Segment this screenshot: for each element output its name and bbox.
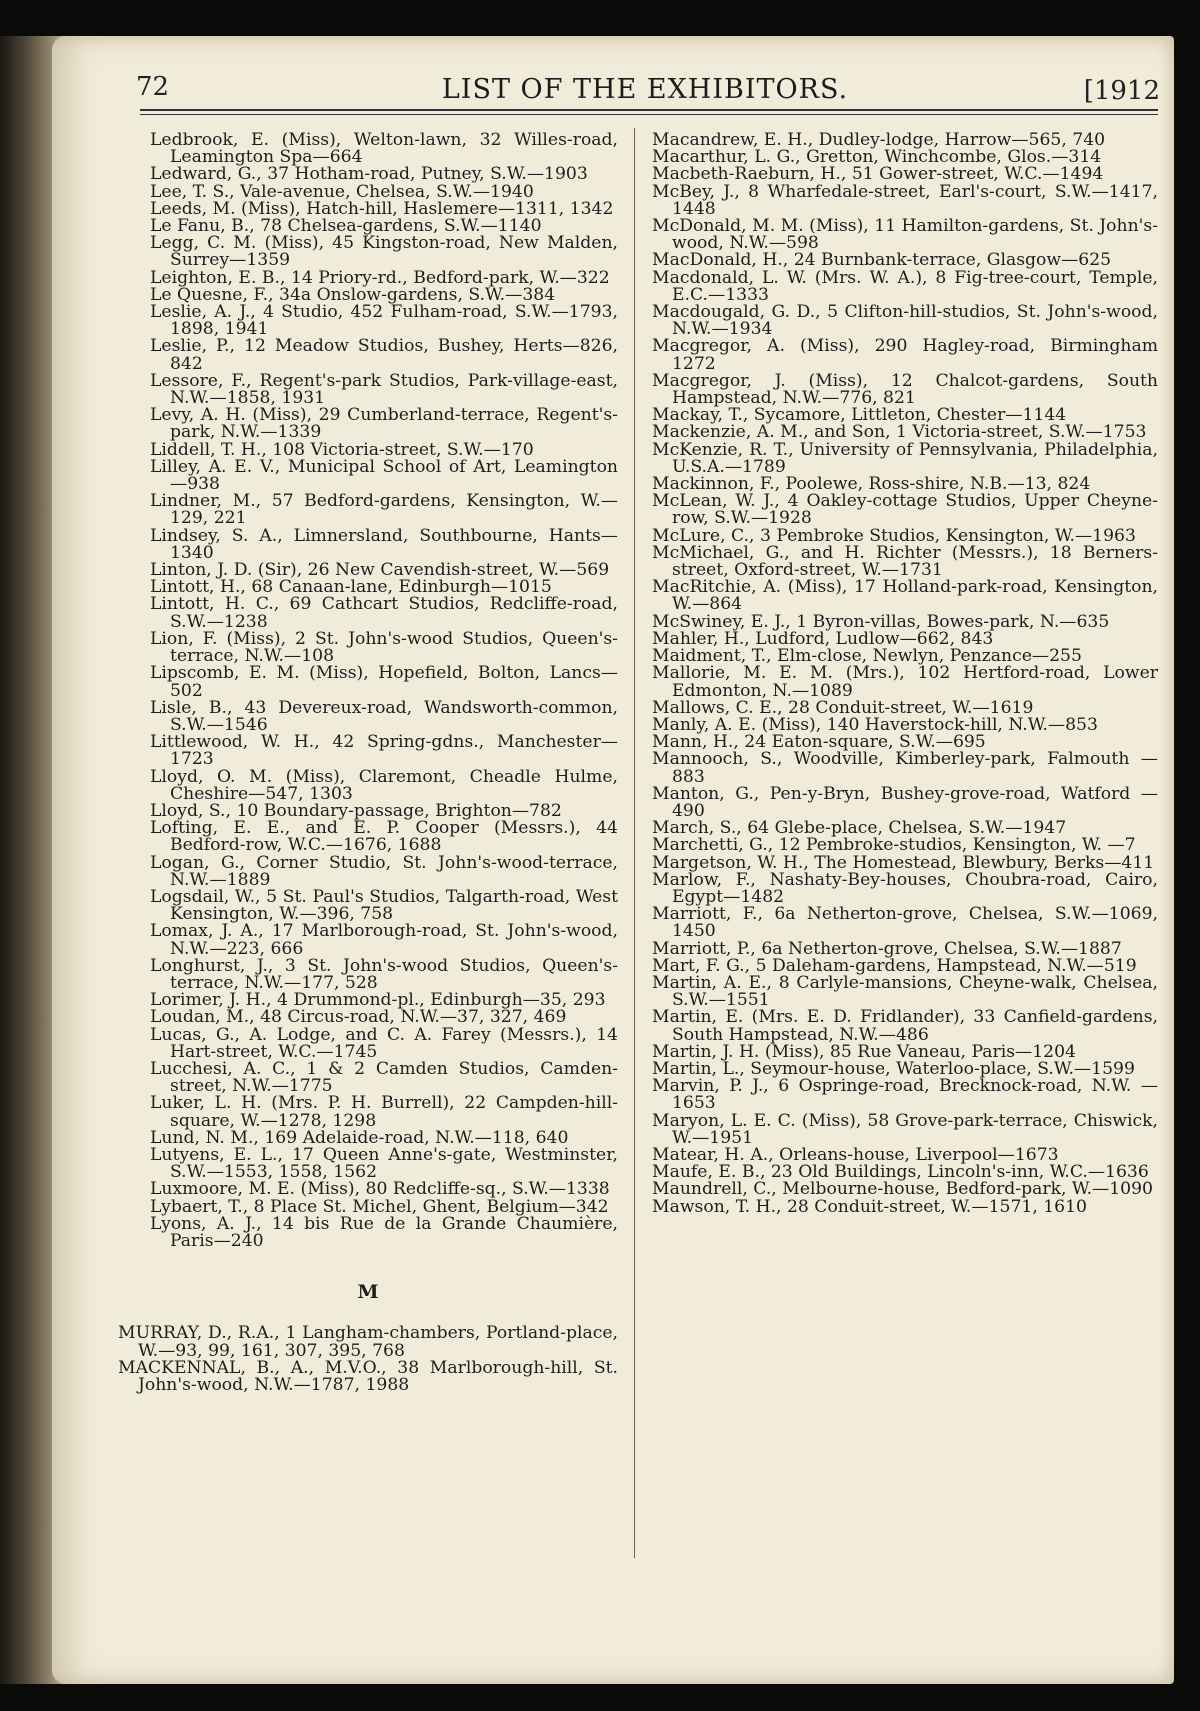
exhibitor-entry: Leslie, P., 12 Meadow Studios, Bushey, Herts—826, 842	[150, 336, 618, 374]
exhibitor-entry: Legg, C. M. (Miss), 45 Kingston-road, New Malden, Surrey—1359	[150, 233, 618, 271]
exhibitor-entry: Liddell, T. H., 108 Victoria-street, S.W.—170	[150, 439, 534, 460]
exhibitor-entry: Leeds, M. (Miss), Hatch-hill, Haslemere—1311, 1342	[150, 198, 614, 219]
exhibitor-entry: McMichael, G., and H. Richter (Messrs.), 18 Berners-street, Oxford-street, W.—1731	[652, 542, 1158, 581]
exhibitor-entry: Martin, J. H. (Miss), 85 Rue Vaneau, Paris—1204	[652, 1041, 1076, 1062]
exhibitor-entry: Lindner, M., 57 Bedford-gardens, Kensington, W.—129, 221	[150, 491, 618, 529]
exhibitor-entry: Margetson, W. H., The Homestead, Blewbury, Berks—411	[652, 852, 1155, 873]
exhibitor-entry: Macbeth-Raeburn, H., 51 Gower-street, W.C.—1494	[652, 164, 1104, 185]
exhibitor-entry: Macandrew, E. H., Dudley-lodge, Harrow—565, 740	[652, 130, 1106, 150]
running-title: LIST OF THE EXHIBITORS.	[441, 74, 849, 105]
exhibitor-entry: Mahler, H., Ludford, Ludlow—662, 843	[652, 628, 994, 649]
page-header	[130, 66, 1160, 110]
exhibitor-entry: Lucchesi, A. C., 1 & 2 Camden Studios, Camden-street, N.W.—1775	[150, 1058, 618, 1097]
exhibitor-entry: Linton, J. D. (Sir), 26 New Cavendish-street, W.—569	[150, 560, 610, 581]
exhibitor-entry: Martin, A. E., 8 Carlyle-mansions, Cheyne-walk, Chelsea, S.W.—1551	[652, 972, 1158, 1011]
exhibitor-entry: Mackenzie, A. M., and Son, 1 Victoria-street, S.W.—1753	[652, 422, 1147, 443]
exhibitor-entry: Luker, L. H. (Mrs. P. H. Burrell), 22 Campden-hill-square, W.—1278, 1298	[150, 1093, 618, 1131]
exhibitor-entry: Levy, A. H. (Miss), 29 Cumberland-terrace, Regent's-park, N.W.—1339	[150, 405, 618, 443]
exhibitor-entry: Mart, F. G., 5 Daleham-gardens, Hampstead, N.W.—519	[652, 955, 1137, 976]
exhibitor-entry: Mawson, T. H., 28 Conduit-street, W.—1571, 1610	[652, 1196, 1087, 1217]
exhibitor-entry: Lucas, G., A. Lodge, and C. A. Farey (Messrs.), 14 Hart-street, W.C.—1745	[150, 1024, 618, 1062]
exhibitor-entry: Longhurst, J., 3 St. John's-wood Studios, Queen's-terrace, N.W.—177, 528	[150, 955, 618, 993]
exhibitor-entry: Lorimer, J. H., 4 Drummond-pl., Edinburgh—35, 293	[150, 990, 606, 1011]
exhibitor-entry: Mallows, C. E., 28 Conduit-street, W.—1619	[652, 697, 1034, 718]
year-label: [1912	[1083, 76, 1160, 106]
exhibitor-entry: Lintott, H. C., 69 Cathcart Studios, Redcliffe-road, S.W.—1238	[150, 594, 618, 632]
page-number: 72	[136, 72, 170, 102]
exhibitor-entry: Mallorie, M. E. M. (Mrs.), 102 Hertford-road, Lower Edmonton, N.—1089	[652, 663, 1158, 701]
exhibitor-entry: Leslie, A. J., 4 Studio, 452 Fulham-road, S.W.—1793, 1898, 1941	[150, 302, 618, 340]
exhibitor-entry: Lee, T. S., Vale-avenue, Chelsea, S.W.—1940	[150, 181, 534, 202]
exhibitor-entry: Maryon, L. E. C. (Miss), 58 Grove-park-terrace, Chiswick, W.—1951	[652, 1110, 1158, 1148]
exhibitor-entry: Mackay, T., Sycamore, Littleton, Chester—1144	[652, 405, 1067, 426]
exhibitor-entry: Mackinnon, F., Poolewe, Ross-shire, N.B.—13, 824	[652, 474, 1091, 495]
header-rule	[140, 109, 1158, 111]
exhibitor-entry: Macdougald, G. D., 5 Clifton-hill-studios, St. John's-wood, N.W.—1934	[652, 302, 1158, 340]
exhibitor-entry: Lipscomb, E. M. (Miss), Hopefield, Bolton, Lancs—502	[150, 663, 618, 701]
exhibitor-entry: Maundrell, C., Melbourne-house, Bedford-park, W.—1090	[652, 1179, 1153, 1200]
exhibitor-entry: MacDonald, H., 24 Burnbank-terrace, Glasgow—625	[652, 250, 1112, 271]
right-column	[652, 132, 1158, 1216]
exhibitor-entry: Marlow, F., Nashaty-Bey-houses, Choubra-road, Cairo, Egypt—1482	[652, 869, 1158, 907]
exhibitor-entry: MACKENNAL, B., A., M.V.O., 38 Marlborough-hill, St. John's-wood, N.W.—1787, 1988	[118, 1357, 618, 1396]
exhibitor-entry: Matear, H. A., Orleans-house, Liverpool—1673	[652, 1144, 1059, 1165]
exhibitor-entry: McDonald, M. M. (Miss), 11 Hamilton-gardens, St. John's-wood, N.W.—598	[652, 216, 1159, 254]
exhibitor-entry: Lintott, H., 68 Canaan-lane, Edinburgh—1015	[150, 577, 552, 598]
exhibitor-entry: Lindsey, S. A., Limnersland, Southbourne, Hants—1340	[150, 525, 618, 563]
exhibitor-entry: Littlewood, W. H., 42 Spring-gdns., Manchester—1723	[150, 732, 618, 770]
exhibitor-entry: Marchetti, G., 12 Pembroke-studios, Kensington, W. —7	[652, 835, 1136, 856]
exhibitor-entry: Marriott, P., 6a Netherton-grove, Chelsea, S.W.—1887	[652, 938, 1122, 959]
exhibitor-entry: McBey, J., 8 Wharfedale-street, Earl's-court, S.W.—1417, 1448	[652, 181, 1158, 219]
exhibitor-entry: Lessore, F., Regent's-park Studios, Park-village-east, N.W.—1858, 1931	[150, 370, 618, 409]
exhibitor-entry: Le Fanu, B., 78 Chelsea-gardens, S.W.—1140	[150, 216, 542, 237]
header-rule-thin	[140, 114, 1158, 115]
exhibitor-entry: Leighton, E. B., 14 Priory-rd., Bedford-park, W.—322	[150, 267, 610, 288]
exhibitor-entry: Macgregor, J. (Miss), 12 Chalcot-gardens, South Hampstead, N.W.—776, 821	[652, 370, 1158, 409]
section-letter: M	[357, 1281, 379, 1304]
exhibitor-entry: Martin, E. (Mrs. E. D. Fridlander), 33 Canfield-gardens, South Hampstead, N.W.—486	[652, 1007, 1158, 1045]
exhibitor-entry: Le Quesne, F., 34a Onslow-gardens, S.W.—384	[150, 284, 556, 305]
exhibitor-entry: Maidment, T., Elm-close, Newlyn, Penzance—255	[652, 646, 1082, 667]
exhibitor-entry: Lund, N. M., 169 Adelaide-road, N.W.—118, 640	[150, 1127, 569, 1148]
exhibitor-entry: MacRitchie, A. (Miss), 17 Holland-park-road, Kensington, W.—864	[652, 577, 1158, 615]
exhibitor-entry: MURRAY, D., R.A., 1 Langham-chambers, Portland-place, W.—93, 99, 161, 307, 395, 768	[118, 1323, 618, 1361]
exhibitor-entry: Lion, F. (Miss), 2 St. John's-wood Studios, Queen's-terrace, N.W.—108	[150, 628, 618, 667]
exhibitor-entry: Lofting, E. E., and E. P. Cooper (Messrs.), 44 Bedford-row, W.C.—1676, 1688	[150, 818, 618, 856]
exhibitor-entry: McLure, C., 3 Pembroke Studios, Kensington, W.—1963	[652, 525, 1136, 546]
column-divider	[634, 128, 635, 1558]
exhibitor-entry: Lyons, A. J., 14 bis Rue de la Grande Chaumière, Paris—240	[150, 1213, 618, 1251]
exhibitor-entry: Ledbrook, E. (Miss), Welton-lawn, 32 Willes-road, Leamington Spa—664	[150, 130, 618, 168]
exhibitor-entry: McKenzie, R. T., University of Pennsylvania, Philadelphia, U.S.A.—1789	[652, 439, 1158, 477]
exhibitor-entry: Maufe, E. B., 23 Old Buildings, Lincoln's-inn, W.C.—1636	[652, 1162, 1149, 1183]
exhibitor-entry: Macdonald, L. W. (Mrs. W. A.), 8 Fig-tree-court, Temple, E.C.—1333	[652, 267, 1158, 305]
exhibitor-entry: Luxmoore, M. E. (Miss), 80 Redcliffe-sq., S.W.—1338	[150, 1179, 610, 1200]
exhibitor-entry: Logan, G., Corner Studio, St. John's-wood-terrace, N.W.—1889	[150, 852, 618, 890]
exhibitor-entry: Lisle, B., 43 Devereux-road, Wandsworth-common, S.W.—1546	[150, 697, 618, 735]
exhibitor-entry: Mann, H., 24 Eaton-square, S.W.—695	[652, 732, 986, 753]
exhibitor-entry: Ledward, G., 37 Hotham-road, Putney, S.W.—1903	[150, 164, 588, 185]
exhibitor-entry: Lomax, J. A., 17 Marlborough-road, St. John's-wood, N.W.—223, 666	[150, 921, 618, 959]
exhibitor-entry: Marriott, F., 6a Netherton-grove, Chelsea, S.W.—1069, 1450	[652, 904, 1158, 942]
exhibitor-entry: Loudan, M., 48 Circus-road, N.W.—37, 327, 469	[150, 1007, 567, 1028]
exhibitor-entry: Lybaert, T., 8 Place St. Michel, Ghent, Belgium—342	[150, 1196, 609, 1217]
exhibitor-entry: Manton, G., Pen-y-Bryn, Bushey-grove-road, Watford —490	[652, 783, 1158, 821]
exhibitor-entry: Lloyd, O. M. (Miss), Claremont, Cheadle Hulme, Cheshire—547, 1303	[150, 766, 618, 804]
exhibitor-entry: Marvin, P. J., 6 Ospringe-road, Brecknock-road, N.W. —1653	[652, 1076, 1158, 1114]
exhibitor-entry: Macgregor, A. (Miss), 290 Hagley-road, Birmingham 1272	[652, 336, 1158, 374]
exhibitor-entry: Macarthur, L. G., Gretton, Winchcombe, Glos.—314	[652, 147, 1102, 168]
exhibitor-entry: Lutyens, E. L., 17 Queen Anne's-gate, Westminster, S.W.—1553, 1558, 1562	[150, 1144, 618, 1183]
exhibitor-entry: Logsdail, W., 5 St. Paul's Studios, Talgarth-road, West Kensington, W.—396, 758	[150, 886, 618, 925]
exhibitor-entry: Martin, L., Seymour-house, Waterloo-place, S.W.—1599	[652, 1058, 1135, 1079]
exhibitor-entry: Lilley, A. E. V., Municipal School of Art, Leamington —938	[150, 456, 618, 495]
exhibitor-entry: McSwiney, E. J., 1 Byron-villas, Bowes-park, N.—635	[652, 611, 1110, 632]
exhibitor-entry: March, S., 64 Glebe-place, Chelsea, S.W.—1947	[652, 818, 1067, 839]
exhibitor-entry: Manly, A. E. (Miss), 140 Haverstock-hill, N.W.—853	[652, 714, 1098, 735]
exhibitor-entry: McLean, W. J., 4 Oakley-cottage Studios, Upper Cheyne-row, S.W.—1928	[652, 491, 1158, 529]
exhibitor-entry: Mannooch, S., Woodville, Kimberley-park, Falmouth —883	[652, 749, 1158, 787]
exhibitor-entry: Lloyd, S., 10 Boundary-passage, Brighton—782	[150, 800, 562, 821]
left-column	[118, 132, 618, 1394]
